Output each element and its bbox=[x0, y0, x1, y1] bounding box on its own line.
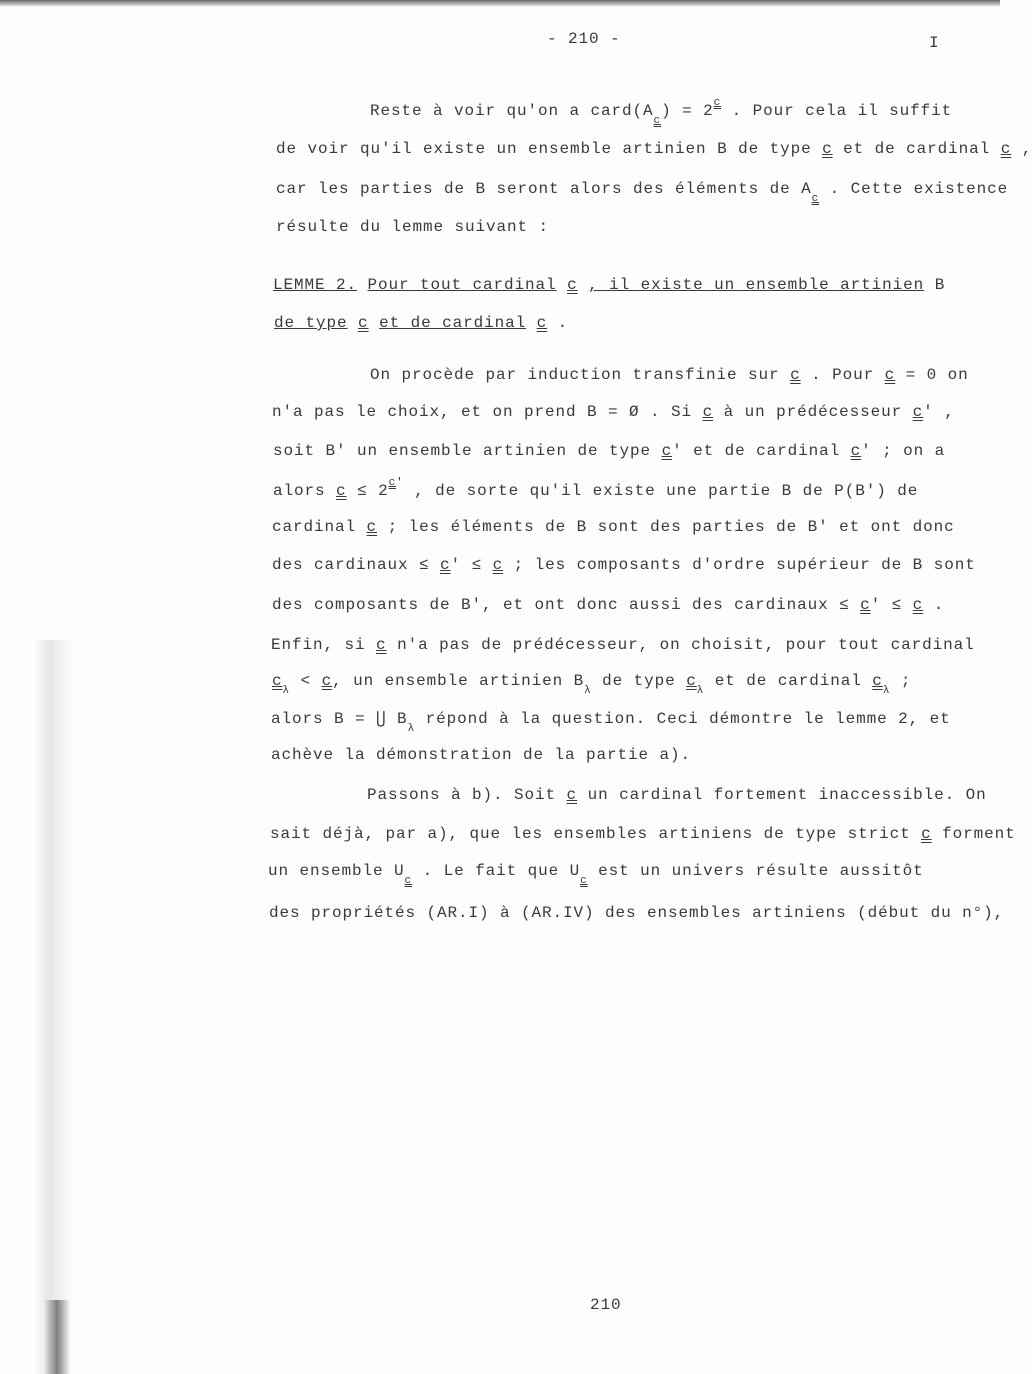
scan-top-edge bbox=[0, 0, 1000, 7]
lemma-heading: LEMME 2. Pour tout cardinal c , il existe un ensemble artinien B bbox=[273, 276, 946, 294]
text-line: des propriétés (AR.I) à (AR.IV) des ensembles artiniens (début du n°), bbox=[269, 904, 1005, 922]
text-line: un ensemble $U_c$ . Le fait que $U_c$ est un univers résulte aussitôt bbox=[268, 862, 924, 887]
text-line: résulte du lemme suivant : bbox=[276, 218, 550, 236]
text-line: alors B = ⋃ $B_\lambda$ répond à la question. Ceci démontre le lemme 2, et bbox=[271, 710, 951, 735]
text-line: car les parties de B seront alors des éléments de $A_c$ . Cette existence bbox=[276, 180, 1009, 205]
text-line: Enfin, si c n'a pas de prédécesseur, on choisit, pour tout cardinal bbox=[271, 636, 975, 654]
scan-left-shadow bbox=[34, 640, 74, 1374]
lemma-statement: de type c et de cardinal c . bbox=[274, 314, 569, 332]
volume-mark: I bbox=[929, 34, 940, 52]
text-line: Reste à voir qu'on a $card(A_c) = 2^c$ . Pour cela il suffit bbox=[370, 97, 953, 127]
text-line: sait déjà, par a), que les ensembles artiniens de type strict c forment bbox=[270, 825, 1016, 843]
text-line: des cardinaux ≤ c' ≤ c ; les composants d'ordre supérieur de B sont bbox=[272, 556, 976, 574]
text-line: Passons à b). Soit c un cardinal fortement inaccessible. On bbox=[367, 786, 987, 804]
text-line: achève la démonstration de la partie a). bbox=[271, 746, 692, 764]
text-line: des composants de B', et ont donc aussi des cardinaux ≤ c' ≤ c . bbox=[272, 596, 945, 614]
text-line: $c_\lambda < c$, un ensemble artinien $B_\lambda$ de type $c_\lambda$ et de cardinal $c_\lambda$ ; bbox=[272, 672, 912, 697]
page-number-footer: 210 bbox=[590, 1296, 622, 1314]
text-line: cardinal c ; les éléments de B sont des parties de B' et ont donc bbox=[272, 518, 955, 536]
text-line: On procède par induction transfinie sur c . Pour c = 0 on bbox=[370, 366, 969, 384]
text-line: de voir qu'il existe un ensemble artinien B de type c et de cardinal c , bbox=[276, 140, 1032, 158]
scan-binding-mark bbox=[44, 1300, 70, 1374]
page-number-header: - 210 - bbox=[547, 30, 621, 48]
text-line: n'a pas le choix, et on prend B = Ø . Si c à un prédécesseur c' , bbox=[272, 403, 955, 421]
text-line: alors $c \le 2^{c'}$ , de sorte qu'il existe une partie B de P(B') de bbox=[273, 477, 919, 500]
text-line: soit B' un ensemble artinien de type c' et de cardinal c' ; on a bbox=[273, 442, 946, 460]
